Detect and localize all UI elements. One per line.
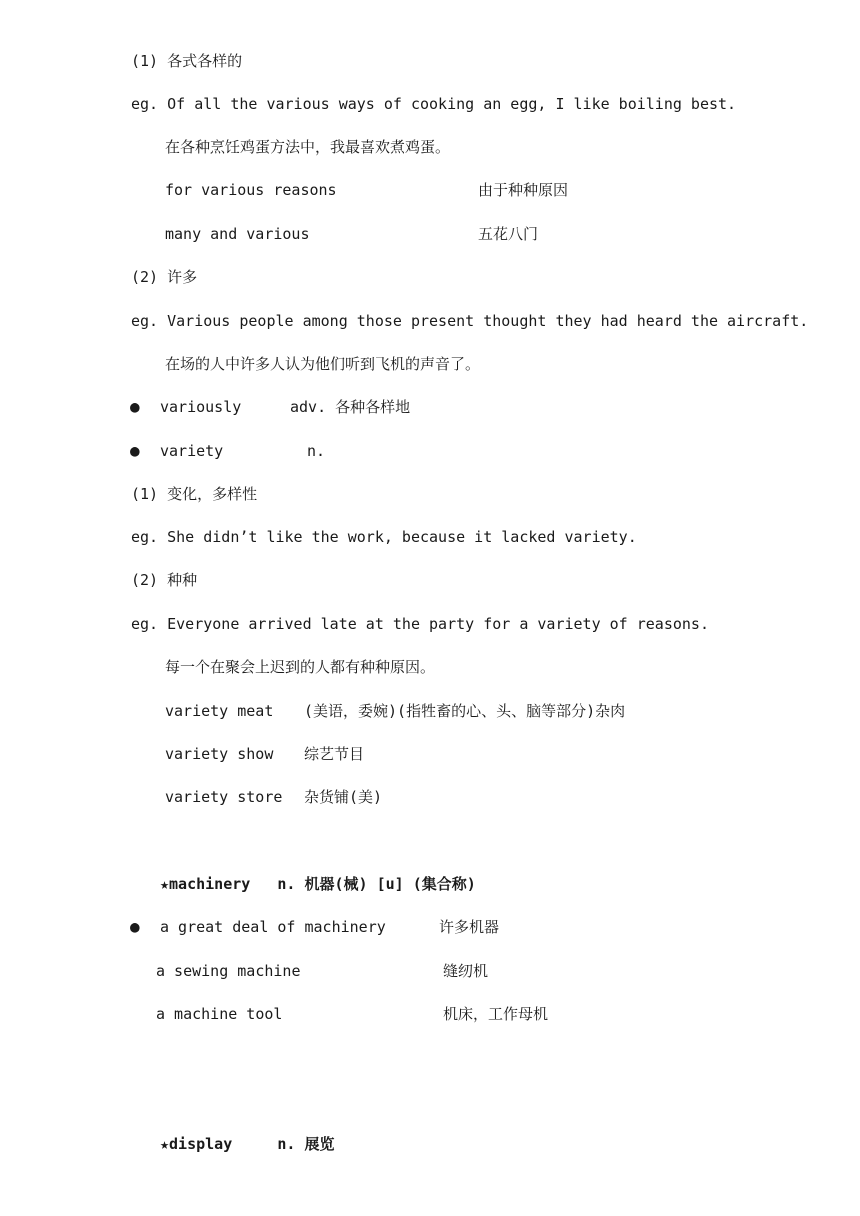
- phrase-en: a sewing machine: [156, 962, 301, 980]
- bullet-icon: ●: [130, 917, 140, 936]
- example-sentence: eg. Various people among those present thought they had heard the aircraft.: [131, 312, 809, 330]
- phrase-zh: 杂货铺(美): [304, 788, 383, 806]
- sense-2-heading: (2) 许多: [131, 268, 198, 286]
- example-translation: 在场的人中许多人认为他们听到飞机的声音了。: [165, 355, 481, 373]
- phrase-en: a great deal of machinery: [160, 918, 386, 936]
- phrase-en: a machine tool: [156, 1005, 283, 1023]
- bullet-icon: ●: [130, 441, 140, 460]
- example-sentence: eg. She didn’t like the work, because it lacked variety.: [131, 528, 637, 546]
- example-translation: 每一个在聚会上迟到的人都有种种原因。: [165, 658, 436, 676]
- phrase-en: many and various: [165, 225, 310, 243]
- phrase-zh: 综艺节目: [304, 745, 365, 763]
- entry-heading-machinery: ★machinery n. 机器(械) [u] (集合称): [160, 875, 476, 893]
- headword-definition: adv. 各种各样地: [290, 398, 411, 416]
- phrase-zh: 缝纫机: [443, 962, 489, 980]
- phrase-zh: 机床，工作母机: [443, 1005, 549, 1023]
- phrase-en: variety meat: [165, 702, 274, 720]
- sense-2-heading: (2) 种种: [131, 571, 198, 589]
- example-translation: 在各种烹饪鸡蛋方法中，我最喜欢煮鸡蛋。: [165, 138, 451, 156]
- entry-heading-display: ★display n. 展览: [160, 1135, 335, 1153]
- headword: variously: [160, 398, 242, 416]
- phrase-en: variety store: [165, 788, 283, 806]
- bullet-icon: ●: [130, 397, 140, 416]
- sense-1-heading: (1) 变化，多样性: [131, 485, 258, 503]
- phrase-en: variety show: [165, 745, 274, 763]
- phrase-zh: (美语，委婉)(指牲畜的心、头、脑等部分)杂肉: [304, 702, 626, 720]
- part-of-speech: n.: [307, 442, 326, 460]
- example-sentence: eg. Of all the various ways of cooking an egg, I like boiling best.: [131, 95, 737, 113]
- phrase-en: for various reasons: [165, 181, 337, 199]
- phrase-zh: 许多机器: [439, 918, 500, 936]
- phrase-zh: 五花八门: [478, 225, 539, 243]
- phrase-zh: 由于种种原因: [478, 181, 569, 199]
- sense-1-heading: (1) 各式各样的: [131, 52, 243, 70]
- headword: variety: [160, 442, 224, 460]
- example-sentence: eg. Everyone arrived late at the party for a variety of reasons.: [131, 615, 709, 633]
